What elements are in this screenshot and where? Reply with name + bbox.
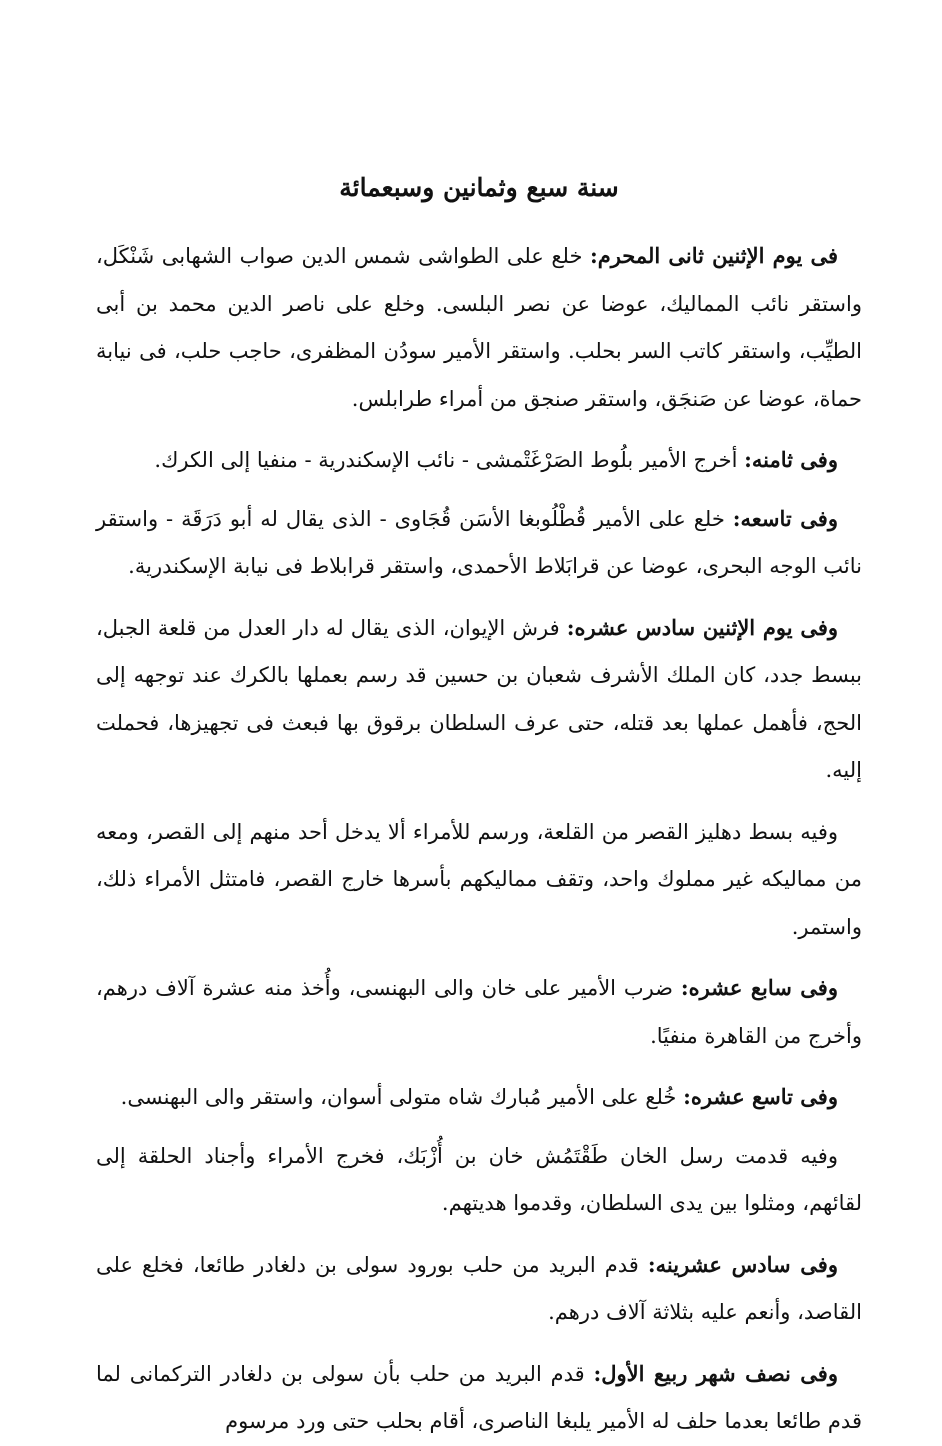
paragraph-lead: وفى تاسعه: (732, 505, 838, 531)
paragraph-text: وفيه قدمت رسل الخان طَقْتَمُش خان بن أُزْبَك، فخرج الأمراء وأجناد الحلقة إلى لقائهم، ومثلوا بين يدى السلطان، وقدموا هديتهم. (96, 1143, 862, 1215)
paragraph-6 (96, 964, 862, 1060)
paragraph-text: قدم البريد من حلب بورود سولى بن دلغادر طائعا، فخلع على القاصد، وأنعم عليه بثلاثة آلاف درهم. (96, 1252, 862, 1324)
paragraph-lead: وفى سادس عشرينه: (647, 1251, 838, 1277)
paragraph-7 (96, 1073, 862, 1122)
paragraph-lead: فى يوم الإثنين ثانى المحرم: (589, 243, 838, 268)
paragraph-lead: وفى ثامنه: (744, 447, 838, 472)
paragraph-9 (96, 1241, 862, 1337)
paragraph-lead: وفى يوم الإثنين سادس عشره: (566, 614, 839, 640)
paragraph-3 (96, 495, 862, 591)
paragraph-text: ضرب الأمير على خان والى البهنسى، وأُخذ منه عشرة آلاف درهم، وأخرج من القاهرة منفيًا. (96, 976, 862, 1048)
paragraph-text: فرش الإيوان، الذى يقال له دار العدل من قلعة الجبل، ببسط جدد، كان الملك الأشرف شعبان بن حسين قد رسم بعملها بالكرك عند توجهه إلى الحج، فأهمل عملها بعد قتله، حتى عرف السلطان برقوق بها فبعث فى تجهيزها، فحملت إليه. (96, 615, 862, 782)
paragraph-2 (96, 436, 862, 485)
paragraph-8 (96, 1132, 862, 1228)
paragraph-text: وفيه بسط دهليز القصر من القلعة، ورسم للأمراء ألا يدخل أحد منهم إلى القصر، ومعه من مماليكه غير مملوك واحد، وتقف مماليكهم بأسرها خارج القصر، فامتثل الأمراء ذلك، واستمر. (96, 819, 862, 939)
paragraph-text: خلع على الأمير قُطْلُوبغا الأسَن قُجَاوى - الذى يقال له أبو دَرَقَة - واستقر نائب الوجه البحرى، عوضا عن قرابَلاط الأحمدى، واستقر قرابلاط فى نيابة الإسكندرية. (96, 506, 862, 578)
page-heading: سنة سبع وثمانين وسبعمائة (339, 173, 619, 202)
paragraph-5 (96, 808, 862, 952)
paragraph-lead: وفى تاسع عشره: (683, 1084, 838, 1109)
paragraph-text: قدم البريد من حلب بأن سولى بن دلغادر التركمانى لما قدم طائعا بعدما حلف له الأمير يلبغا الناصرى، أقام بحلب حتى ورد مرسوم (96, 1361, 862, 1433)
paragraph-text: أخرج الأمير بلُوط الصَرْغَتْمشى - نائب الإسكندرية - منفيا إلى الكرك. (154, 448, 745, 472)
paragraph-10 (96, 1350, 862, 1446)
document-page (96, 168, 862, 1433)
paragraph-text: خلع على الطواشى شمس الدين صواب الشهابى شَنْكَل، واستقر نائب المماليك، عوضا عن نصر البلسى. وخلع على ناصر الدين محمد بن أبى الطيِّب، واستقر كاتب السر بحلب. واستقر الأمير سودُن المظفرى، حاجب حلب، فى نيابة حماة، عوضا عن صَنجَق، واستقر صنجق من أمراء طرابلس. (96, 244, 862, 411)
paragraph-1 (96, 232, 862, 423)
paragraph-lead: وفى نصف شهر ربيع الأول: (593, 1360, 838, 1386)
paragraph-lead: وفى سابع عشره: (680, 975, 838, 1000)
paragraph-4 (96, 604, 862, 795)
paragraph-text: خُلع على الأمير مُبارك شاه متولى أسوان، واستقر والى البهنسى. (120, 1085, 684, 1109)
